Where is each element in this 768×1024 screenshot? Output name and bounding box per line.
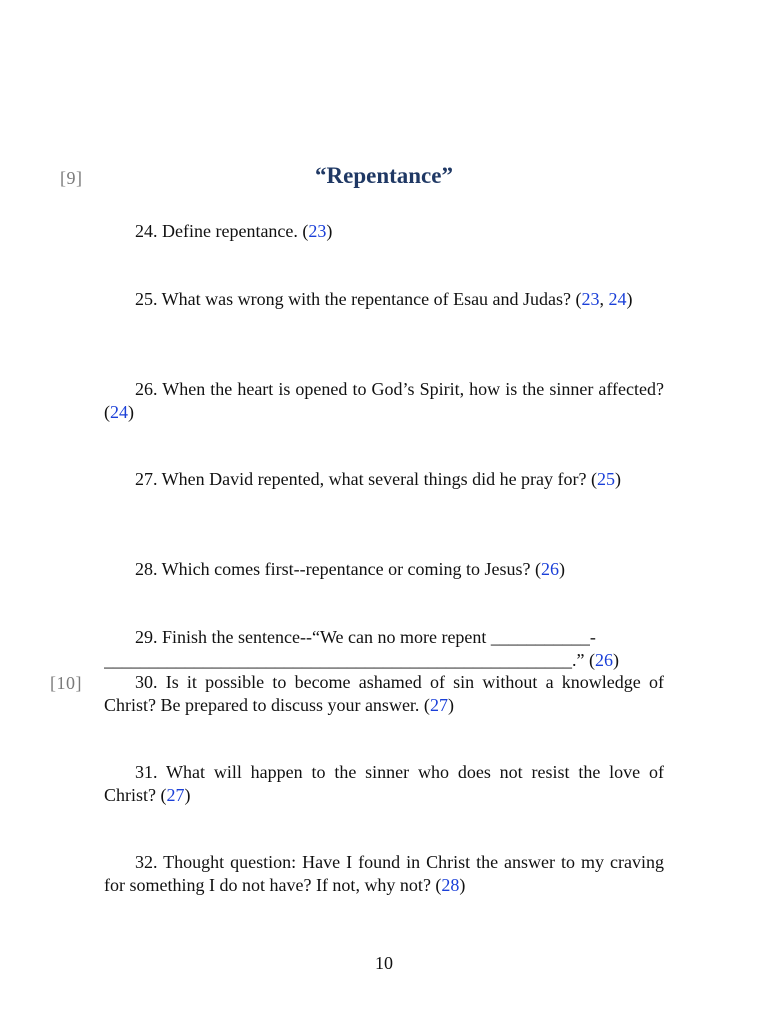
page-ref-link[interactable]: 23 — [581, 289, 600, 309]
question-28 — [104, 558, 664, 581]
page-ref-link[interactable]: 28 — [441, 874, 460, 895]
question-text: 24. Define repentance. ( — [135, 221, 309, 241]
ref-close: ) — [612, 649, 619, 670]
page-title: “Repentance” — [315, 163, 453, 188]
question-text: 31. What will happen to the sinner who does not resist the love of Christ? ( — [104, 762, 664, 805]
ref-close: ) — [326, 221, 333, 241]
page-ref-link[interactable]: 27 — [166, 784, 185, 805]
question-27 — [104, 468, 664, 491]
question-text: 32. Thought question: Have I found in Christ the answer to my craving for something I do not have? If not, why not? ( — [104, 852, 664, 895]
ref-close: ) — [559, 559, 566, 579]
ref-close: ) — [184, 784, 191, 805]
page-marker-10: [10] — [50, 673, 82, 693]
ref-close: ) — [459, 874, 466, 895]
question-26 — [104, 378, 664, 423]
page-ref-link[interactable]: 23 — [308, 221, 327, 241]
page-ref-link[interactable]: 26 — [594, 649, 613, 670]
page-ref-link[interactable]: 26 — [541, 559, 560, 579]
question-31 — [104, 761, 664, 806]
page-marker-9: [9] — [60, 168, 83, 188]
question-text: 28. Which comes first--repentance or coming to Jesus? ( — [135, 559, 542, 579]
page-ref-link[interactable]: 24 — [608, 289, 627, 309]
question-text: 30. Is it possible to become ashamed of sin without a knowledge of Christ? Be prepared to discuss your answer. ( — [104, 672, 664, 715]
question-text: 27. When David repented, what several things did he pray for? ( — [135, 469, 598, 489]
ref-close: ) — [615, 469, 622, 489]
page-ref-link[interactable]: 27 — [429, 694, 448, 715]
page-ref-link[interactable]: 25 — [597, 469, 616, 489]
page-number: 10 — [375, 953, 393, 973]
page-ref-link[interactable]: 24 — [110, 401, 128, 422]
question-32 — [104, 851, 664, 896]
ref-close: ) — [447, 694, 454, 715]
question-25 — [104, 288, 664, 311]
question-24 — [104, 220, 664, 243]
ref-close: ) — [128, 401, 134, 422]
ref-separator: , — [599, 289, 609, 309]
ref-close: ) — [626, 289, 633, 309]
question-30 — [104, 671, 664, 716]
question-text: 25. What was wrong with the repentance of Esau and Judas? ( — [135, 289, 582, 309]
question-text-line-2: ____________________________________________________.” ( — [104, 649, 595, 670]
question-29 — [104, 626, 664, 671]
question-text: 26. When the heart is opened to God’s Spirit, how is the sinner affected? ( — [104, 379, 664, 422]
question-text-line-1: 29. Finish the sentence--“We can no more repent ___________- — [135, 627, 596, 647]
